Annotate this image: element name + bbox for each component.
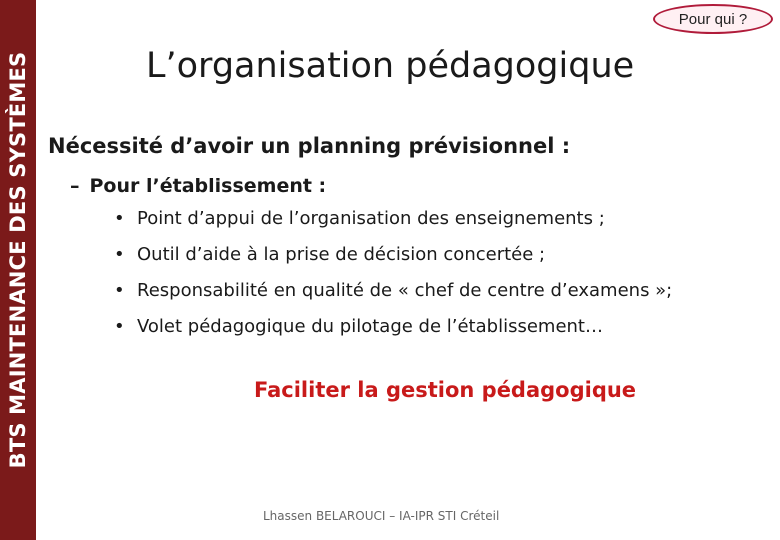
bullet-dot-icon: • <box>114 280 125 301</box>
dash-marker: – <box>70 175 80 197</box>
list-item <box>114 242 672 278</box>
slide-title: L’organisation pédagogique <box>146 46 635 86</box>
bullet-dot-icon: • <box>114 208 125 229</box>
sidebar-label: BTS MAINTENANCE DES SYSTÈMES <box>6 51 30 469</box>
highlight-text: Faciliter la gestion pédagogique <box>254 378 637 402</box>
list-item <box>114 314 672 350</box>
bullet-dot-icon: • <box>114 316 125 337</box>
section-heading: Nécessité d’avoir un planning prévisionnel : <box>48 134 571 158</box>
list-item <box>114 278 672 314</box>
pour-qui-button[interactable] <box>653 4 773 34</box>
footer-credit: Lhassen BELAROUCI – IA-IPR STI Créteil <box>263 509 500 523</box>
bullet-text: Volet pédagogique du pilotage de l’établissement… <box>137 316 603 337</box>
bullet-list <box>114 206 672 350</box>
sidebar-band <box>0 0 36 540</box>
bullet-text: Point d’appui de l’organisation des enseignements ; <box>137 208 605 229</box>
subheading <box>70 175 326 197</box>
bullet-text: Responsabilité en qualité de « chef de centre d’examens »; <box>137 280 673 301</box>
subheading-label: Pour l’établissement : <box>89 175 327 197</box>
bullet-text: Outil d’aide à la prise de décision concertée ; <box>137 244 546 265</box>
list-item <box>114 206 672 242</box>
bullet-dot-icon: • <box>114 244 125 265</box>
pour-qui-label: Pour qui ? <box>678 10 748 28</box>
